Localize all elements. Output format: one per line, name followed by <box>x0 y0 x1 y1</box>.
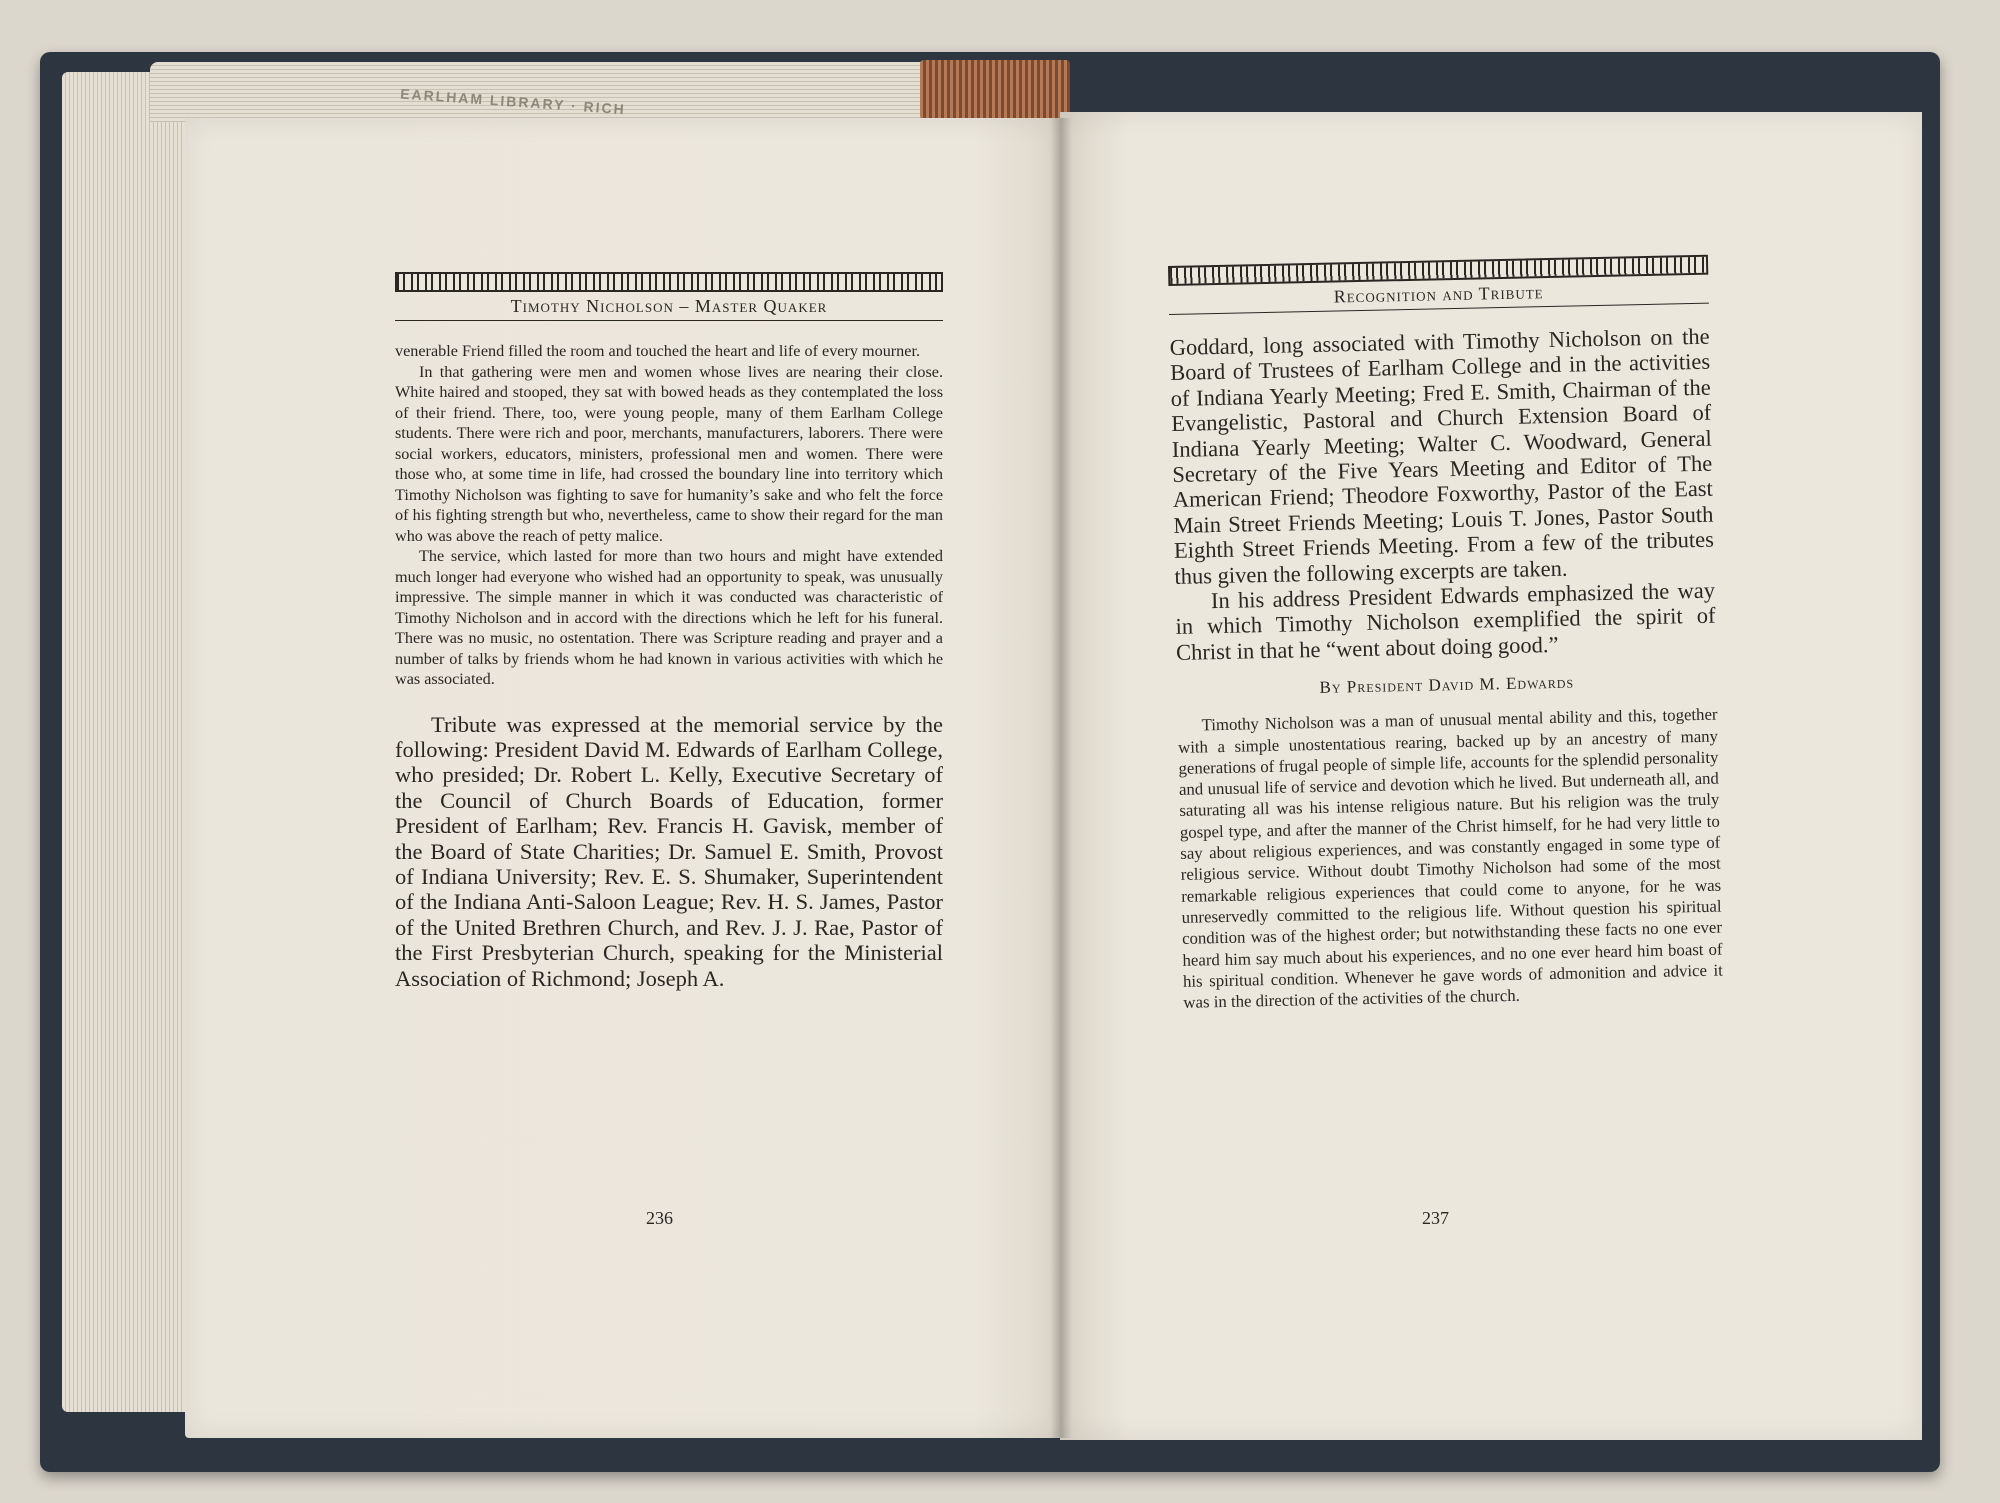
paragraph: In his address President Edwards emphasized the way in which Timothy Nicholson exemplified the spirit of Christ in that he “went about doing good.” <box>1175 577 1716 665</box>
paragraph: Timothy Nicholson was a man of unusual mental ability and this, together with a simple unostentatious rearing, backed up by an ancestry of many generations of frugal people of simple life, accounts for the splendid personality and unusual life of service and devotion which he lived. But underneath all, and saturating all was his intense religious nature. But his religion was the truly gospel type, and after the manner of the Christ himself, for he had very little to say about religious experiences, and was constantly engaged in some type of religious service. Without doubt Timothy Nicholson had some of the most remarkable religious experiences that could come to anyone, for he was unreservedly committed to the religious life. Without question his spiritual condition was of the highest order; but notwithstanding these facts no one ever heard him say much about his experiences, and no one ever heard him boast of his spiritual condition. Whenever he gave words of admonition and advice it was in the direction of the activities of the church. <box>1177 704 1724 1012</box>
header-ornament <box>395 272 943 292</box>
page-block-edge <box>62 72 192 1412</box>
small-text-block <box>395 341 943 690</box>
right-page-text <box>1168 255 1724 1014</box>
paragraph: Goddard, long associated with Timothy Nicholson on the Board of Trustees of Earlham College and in the activities of Indiana Yearly Meeting; Fred E. Smith, Chairman of the Evangelistic, Pastoral and Church Extension Board of Indiana Yearly Meeting; Walter C. Woodward, General Secretary of the Five Years Meeting and Editor of The American Friend; Theodore Foxworthy, Pastor of the East Main Street Friends Meeting; Louis T. Jones, Pastor South Eighth Street Friends Meeting. From a few of the tributes thus given the following excerpts are taken. <box>1169 323 1715 589</box>
running-head: Timothy Nicholson – Master Quaker <box>395 296 943 321</box>
left-page-text <box>395 272 943 991</box>
paragraph: The service, which lasted for more than two hours and might have extended much longer had everyone who wished had an opportunity to speak, was unusually impressive. The simple manner in which it was conducted was characteristic of Timothy Nicholson and in accord with the directions which he left for his funeral. There was no music, no ostentation. There was Scripture reading and prayer and a number of talks by friends whom he had known in various activities with which he was associated. <box>395 547 943 688</box>
large-text-block <box>395 712 943 991</box>
page-number: 236 <box>646 1208 673 1228</box>
byline: By President David M. Edwards <box>1319 672 1575 698</box>
book-gutter <box>1050 118 1072 1438</box>
library-stamp: EARLHAM LIBRARY · RICH <box>399 85 627 118</box>
page-number: 237 <box>1422 1208 1449 1228</box>
paragraph: Tribute was expressed at the memorial service by the following: President David M. Edwards of Earlham College, who presided; Dr. Robert L. Kelly, Executive Secretary of the Council of Church Boards of Education, former President of Earlham; Rev. Francis H. Gavisk, member of the Board of State Charities; Dr. Samuel E. Smith, Provost of Indiana University; Rev. E. S. Shumaker, Superintendent of the Indiana Anti-Saloon League; Rev. H. S. James, Pastor of the United Brethren Church, and Rev. J. J. Rae, Pastor of the First Presbyterian Church, speaking for the Ministerial Association of Richmond; Joseph A. <box>395 711 943 991</box>
large-text-block <box>1169 324 1716 666</box>
paragraph: In that gathering were men and women whose lives are nearing their close. White haired and stooped, they sat with bowed heads as they contemplated the loss of their friend. There, too, were young people, many of them Earlham College students. There were rich and poor, merchants, manufacturers, laborers. There were social workers, educators, ministers, professional men and women. There were those who, at some time in life, had crossed the boundary line into territory which Timothy Nicholson was fighting to save for humanity’s sake and who felt the force of his fighting strength but who, nevertheless, came to show their regard for the man who was above the reach of petty malice. <box>395 362 943 545</box>
running-head: Recognition and Tribute <box>1169 279 1709 315</box>
small-text-block <box>1177 704 1723 1013</box>
headband <box>920 60 1070 120</box>
paragraph: venerable Friend filled the room and touched the heart and life of every mourner. <box>395 342 920 360</box>
